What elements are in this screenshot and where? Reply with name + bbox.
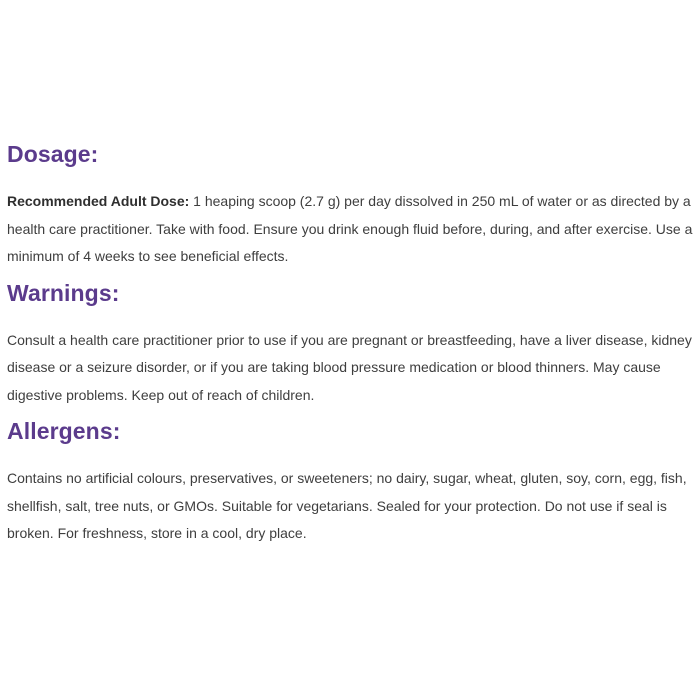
dosage-instructions: 1 heaping scoop (2.7 g) per day dissolved in 250 mL of water or as directed by a health care practitioner. Take with food. Ensure you drink enough fluid before, during, and after exercise. Use a minimum of 4 weeks to see beneficial effects.	[7, 193, 693, 264]
dosage-text	[7, 188, 693, 271]
allergens-text: Contains no artificial colours, preservatives, or sweeteners; no dairy, sugar, wheat, gluten, soy, corn, egg, fish, shellfish, salt, tree nuts, or GMOs. Suitable for vegetarians. Sealed for your protection. Do not use if seal is broken. For freshness, store in a cool, dry place.	[7, 470, 687, 541]
recommended-dose-label: Recommended Adult Dose:	[7, 193, 190, 209]
allergens-section	[7, 415, 693, 548]
warnings-text: Consult a health care practitioner prior to use if you are pregnant or breastfeeding, have a liver disease, kidney disease or a seizure disorder, or if you are taking blood pressure medication or blood thinners. May cause digestive problems. Keep out of reach of children.	[7, 331, 692, 403]
warnings-heading: Warnings:	[7, 279, 120, 306]
dosage-heading: Dosage:	[7, 141, 99, 167]
product-info-content	[7, 138, 693, 548]
dosage-section	[7, 138, 693, 271]
allergens-heading: Allergens:	[7, 418, 121, 444]
warnings-section	[7, 277, 693, 410]
